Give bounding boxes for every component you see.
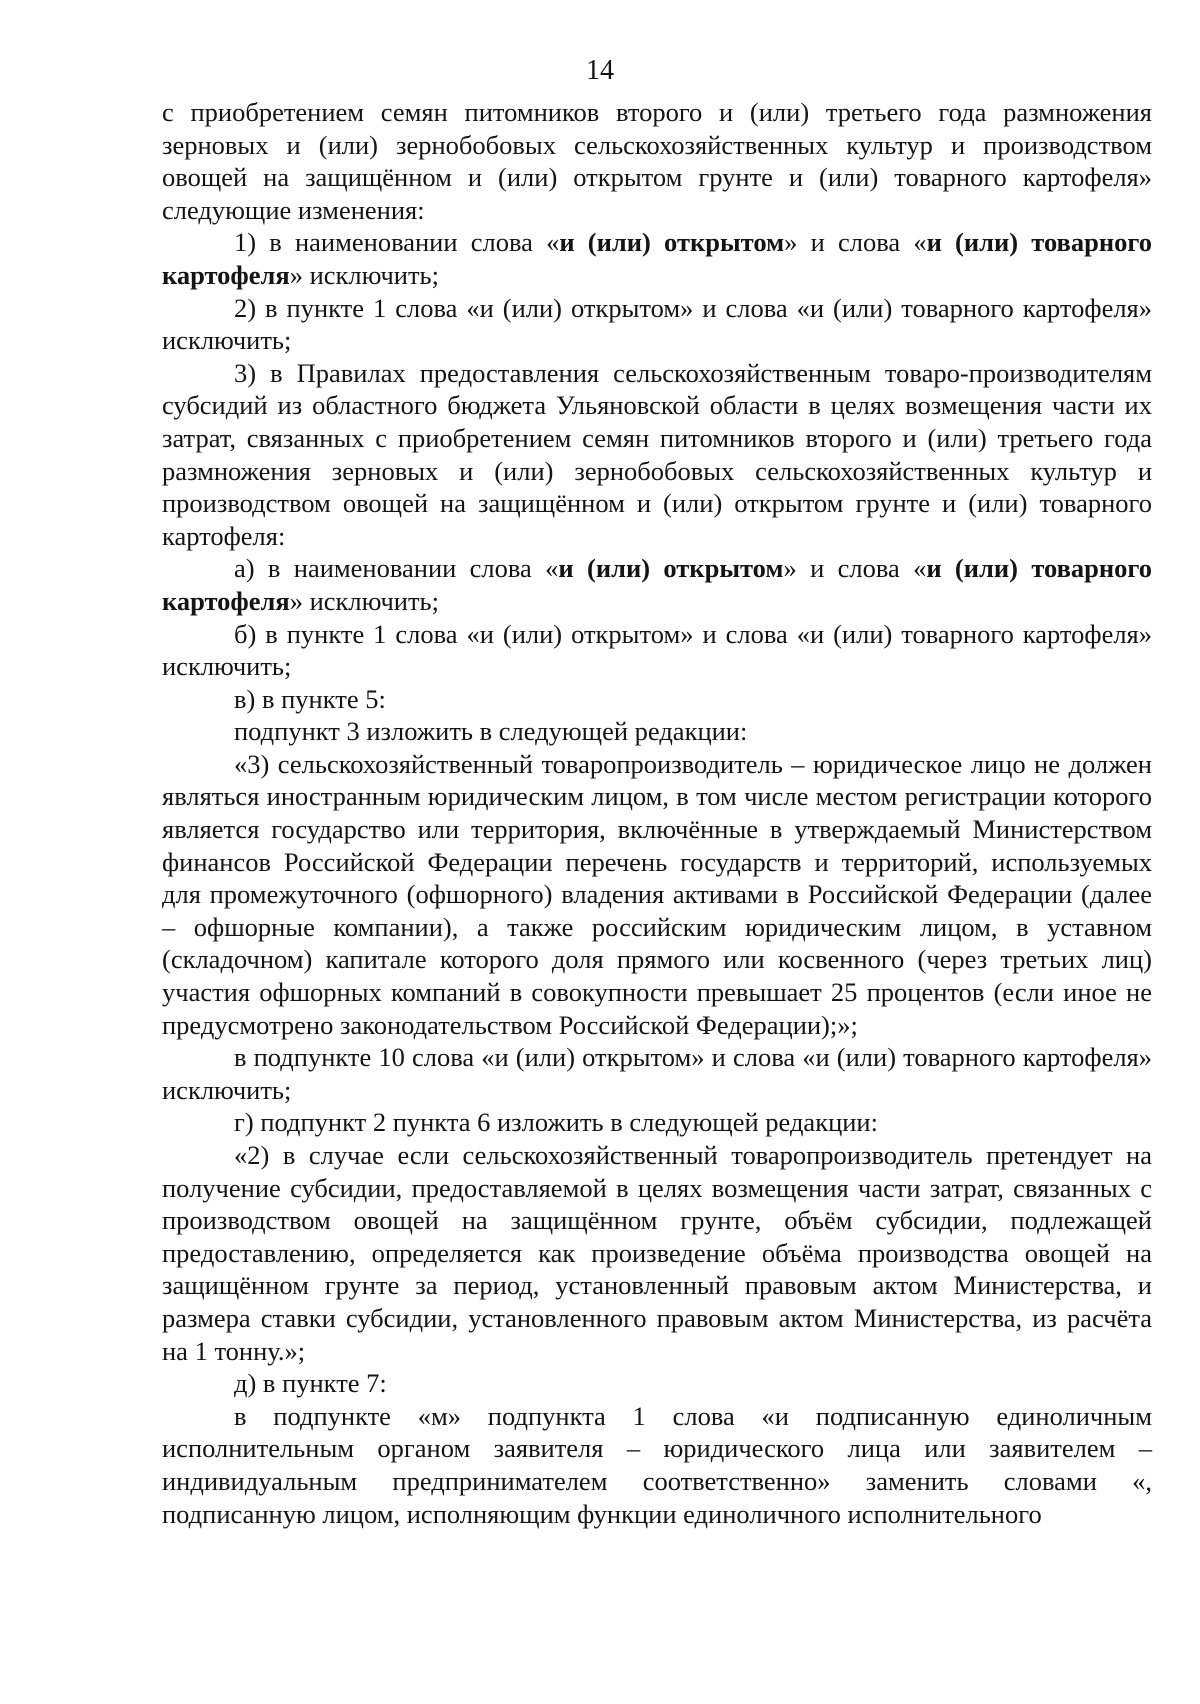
paragraph-subitem-2-text: «2) в случае если сельскохозяйственный товаропроизводитель претендует на получение субсидии, предоставляемой в целях возмещения части затрат, связанных с производством овощей на защищённом грунте, объём субсидии, подлежащей предоставлению, определяется как произведение объёма производства овощей на защищённом грунте за период, установленный правовым актом Министерства, и размера ставки субсидии, установленного правовым актом Министерства, из расчёта на 1 тонну.»; [162, 1140, 1152, 1366]
paragraph-item-3a: а) в наименовании слова «и (или) открытом» и слова «и (или) товарного картофеля» исключить; [162, 553, 1153, 616]
page-number: 14 [586, 55, 614, 86]
paragraph-subitem-10: в подпункте 10 слова «и (или) открытом» и слова «и (или) товарного картофеля» исключить; [162, 1042, 1152, 1105]
document-body [162, 96, 1152, 1530]
paragraph-item-3: 3) в Правилах предоставления сельскохозяйственным товаро-производителям субсидий из областного бюджета Ульяновской области в целях возмещения части их затрат, связанных с приобретением семян питомников второго и (или) третьего года размножения зерновых и (или) зернобобовых сельскохозяйственных культур и производством овощей на защищённом и (или) открытом грунте и (или) товарного картофеля: [162, 357, 1152, 551]
paragraph-subitem-3-heading: подпункт 3 изложить в следующей редакции: [234, 716, 748, 747]
paragraph-item-3v: в) в пункте 5: [234, 683, 386, 714]
paragraph-item-2: 2) в пункте 1 слова «и (или) открытом» и слова «и (или) товарного картофеля» исключить; [162, 292, 1152, 356]
paragraph-item-1: 1) в наименовании слова «и (или) открытом» и слова «и (или) товарного картофеля» исключить; [162, 227, 1152, 290]
paragraph-item-3g: г) подпункт 2 пункта 6 изложить в следующей редакции: [234, 1107, 878, 1138]
paragraph-item-3d: д) в пункте 7: [234, 1368, 387, 1399]
paragraph-intro: с приобретением семян питомников второго и (или) третьего года размножения зерновых и (или) зернобобовых сельскохозяйственных культур и производством овощей на защищённом и (или) открытом грунте и (или) товарного картофеля» следующие изменения: [162, 97, 1152, 225]
paragraph-subitem-3-text: «3) сельскохозяйственный товаропроизводитель – юридическое лицо не должен являться иностранным юридическим лицом, в том числе местом регистрации которого является государство или территория, включённые в утверждаемый Министерством финансов Российской Федерации перечень государств и территорий, используемых для промежуточного (офшорного) владения активами в Российской Федерации (далее – офшорные компании), а также российским юридическим лицом, в уставном (складочном) капитале которого доля прямого или косвенного (через третьих лиц) участия офшорных компаний в совокупности превышает 25 процентов (если иное не предусмотрено законодательством Российской Федерации);»; [162, 748, 1152, 1040]
paragraph-subitem-m: в подпункте «м» подпункта 1 слова «и подписанную единоличным исполнительным органом заявителя – юридического лица или заявителем – индивидуальным предпринимателем соответственно» заменить словами «, подписанную лицом, исполняющим функции единоличного исполнительного [162, 1400, 1152, 1529]
paragraph-item-3b: б) в пункте 1 слова «и (или) открытом» и слова «и (или) товарного картофеля» исключить; [162, 618, 1152, 682]
